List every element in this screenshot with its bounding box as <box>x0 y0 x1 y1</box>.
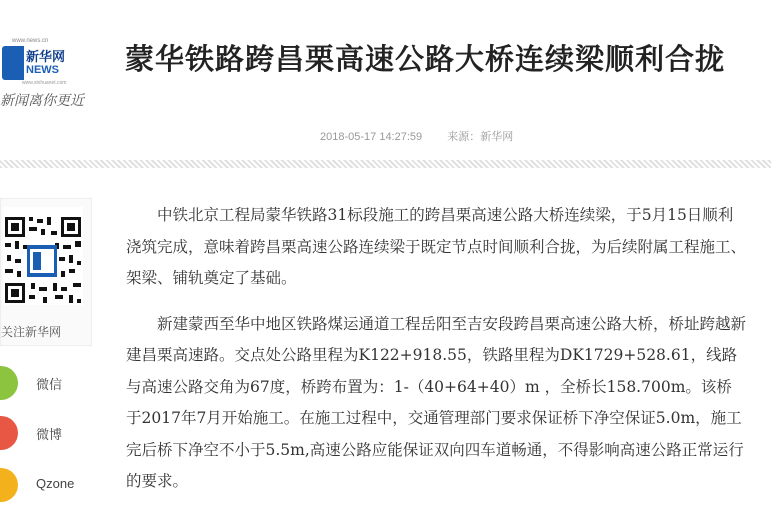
article-body <box>126 200 746 512</box>
weibo-icon <box>0 416 18 450</box>
wechat-icon <box>0 366 18 400</box>
publish-datetime: 2018-05-17 14:27:59 <box>320 131 423 143</box>
logo-n-mark-icon <box>2 46 24 80</box>
logo-slogan: 新闻离你更近 <box>0 93 84 109</box>
qr-panel <box>0 198 92 346</box>
qzone-icon <box>0 468 18 502</box>
article-meta <box>320 128 535 144</box>
share-qzone-label: Qzone <box>36 476 75 491</box>
logo-url2: www.xinhuanet.com <box>22 80 67 86</box>
article-paragraph: 中铁北京工程局蒙华铁路31标段施工的跨昌栗高速公路大桥连续梁，于5月15日顺利浇筑完成，意味着跨昌栗高速公路连续梁于既定节点时间顺利合拢，为后续附属工程施工、架梁、铺轨奠定了基础。 <box>126 206 747 287</box>
qr-label: 关注新华网 <box>1 325 62 339</box>
site-logo[interactable] <box>0 38 96 112</box>
share-qzone-button[interactable] <box>0 468 90 504</box>
share-wechat-button[interactable] <box>0 366 90 402</box>
logo-brand-en: NEWS <box>26 64 59 76</box>
header-divider <box>0 160 771 168</box>
logo-url: www.news.cn <box>12 38 49 44</box>
article-paragraph: 新建蒙西至华中地区铁路煤运通道工程岳阳至吉安段跨昌栗高速公路大桥，桥址跨越新建昌栗高速路。交点处公路里程为K122+918.55，铁路里程为DK1729+528.61，线路与高速公路交角为67度，桥跨布置为：1-（40+64+40）m ，全桥长158.700m。该桥于2017年7月开始施工。在施工过程中，交通管理部门要求保证桥下净空保证5.0m，施工完后桥下净空不小于5.5m,高速公路应能保证双向四车道畅通，不得影响高速公路正常运行的要求。 <box>126 314 747 490</box>
share-wechat-label: 微信 <box>36 377 63 392</box>
share-weibo-button[interactable] <box>0 416 90 452</box>
article-title: 蒙华铁路跨昌栗高速公路大桥连续梁顺利合拢 <box>124 42 725 76</box>
article-source: 来源：新华网 <box>447 131 514 143</box>
logo-brand-cn: 新华网 <box>26 50 66 65</box>
share-weibo-label: 微博 <box>36 427 63 442</box>
qr-code-icon <box>3 207 83 305</box>
